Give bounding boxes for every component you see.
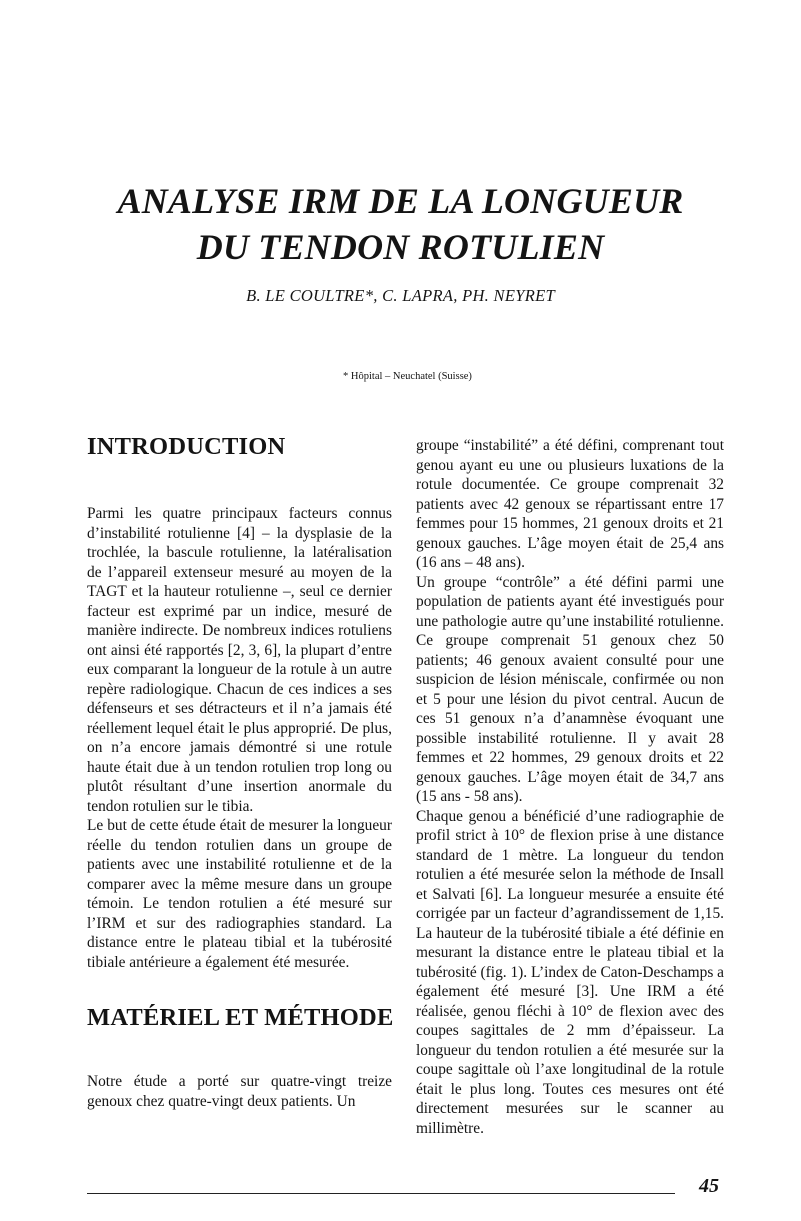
- methods-heading: MATÉRIEL ET MÉTHODE: [87, 1004, 394, 1031]
- right-column-body: [416, 436, 724, 1138]
- introduction-paragraph-1: Parmi les quatre principaux facteurs connus d’instabilité rotulienne [4] – la dysplasie de la trochlée, la bascule rotulienne, la latéralisation de l’appareil extenseur mesuré au moyen de la TAGT et la hauteur rotulienne –, seul ce dernier facteur est exprimé par un indice, mesuré de manière indirecte. De nombreux indices rotuliens ont ainsi été rapportés [2, 3, 6], la plupart d’entre eux comparant la longueur de la rotule à un autre repère radiologique. Chacun de ces indices a ses défenseurs et ses détracteurs et il n’a jamais été réellement lequel était le plus approprié. De plus, on n’a encore jamais démontré si une rotule haute était due à un tendon rotulien trop long ou plutôt résultant d’une insertion anormale du tendon rotulien sur le tibia.: [87, 505, 392, 815]
- right-paragraph-1: groupe “instabilité” a été défini, comprenant tout genou ayant eu une ou plusieurs luxations de la rotule documentée. Ce groupe comprenait 32 patients avec 42 genoux se répartissant entre 17 femmes pour 15 hommes, 21 genoux droits et 21 genoux gauches. L’âge moyen était de 25,4 ans (16 ans – 48 ans).: [416, 437, 724, 571]
- methods-body: [87, 1072, 392, 1111]
- article-title: [0, 178, 801, 270]
- title-line-1: ANALYSE IRM DE LA LONGUEUR: [117, 181, 684, 221]
- introduction-heading: INTRODUCTION: [87, 433, 286, 460]
- footer-rule: [87, 1193, 675, 1194]
- affiliation: * Hôpital – Neuchatel (Suisse): [343, 371, 472, 382]
- introduction-paragraph-2: Le but de cette étude était de mesurer la longueur réelle du tendon rotulien dans un groupe de patients avec une instabilité rotulienne et de la comparer avec la même mesure dans un groupe témoin. Le tendon rotulien a été mesuré sur l’IRM et sur des radiographies standard. La distance entre le plateau tibial et la tubérosité tibiale antérieure a également été mesurée.: [87, 817, 392, 971]
- right-paragraph-2: Un groupe “contrôle” a été défini parmi une population de patients ayant été investigués pour une pathologie autre qu’une instabilité rotulienne. Ce groupe comprenait 51 genoux chez 50 patients; 46 genoux avaient consulté pour une suspicion de lésion méniscale, confirmée ou non et 5 pour une lésion du pivot central. Aucun de ces 51 genoux n’a d’anamnèse évoquant une possible instabilité rotulienne. Il y avait 28 femmes et 22 hommes, 29 genoux droits et 22 genoux gauches. L’âge moyen était de 34,7 ans (15 ans - 58 ans).: [416, 573, 724, 805]
- authors: B. LE COULTRE*, C. LAPRA, PH. NEYRET: [246, 286, 555, 305]
- page-number: 45: [699, 1175, 719, 1197]
- methods-paragraph-1: Notre étude a porté sur quatre-vingt treize genoux chez quatre-vingt deux patients. Un: [87, 1073, 392, 1110]
- title-line-2: DU TENDON ROTULIEN: [196, 227, 605, 267]
- introduction-body: [87, 504, 392, 972]
- right-paragraph-3: Chaque genou a bénéficié d’une radiographie de profil strict à 10° de flexion prise à une distance standard de 1 mètre. La longueur du tendon rotulien a été mesurée selon la méthode de Insall et Salvati [6]. La longueur mesurée a ensuite été corrigée par un facteur d’agrandissement de 1,15. La hauteur de la tubérosité tibiale a été définie en mesurant la distance entre le plateau tibial et la tubérosité (fig. 1). L’index de Caton-Deschamps a également été mesuré [3]. Une IRM a été réalisée, genou fléchi à 10° de flexion avec des coupes sagittales de 2 mm d’épaisseur. La longueur du tendon rotulien a été mesurée sur la coupe sagittale où l’axe longitudinal de la rotule était le plus long. Toutes ces mesures ont été directement mesurées sur le scanner au millimètre.: [416, 807, 725, 1137]
